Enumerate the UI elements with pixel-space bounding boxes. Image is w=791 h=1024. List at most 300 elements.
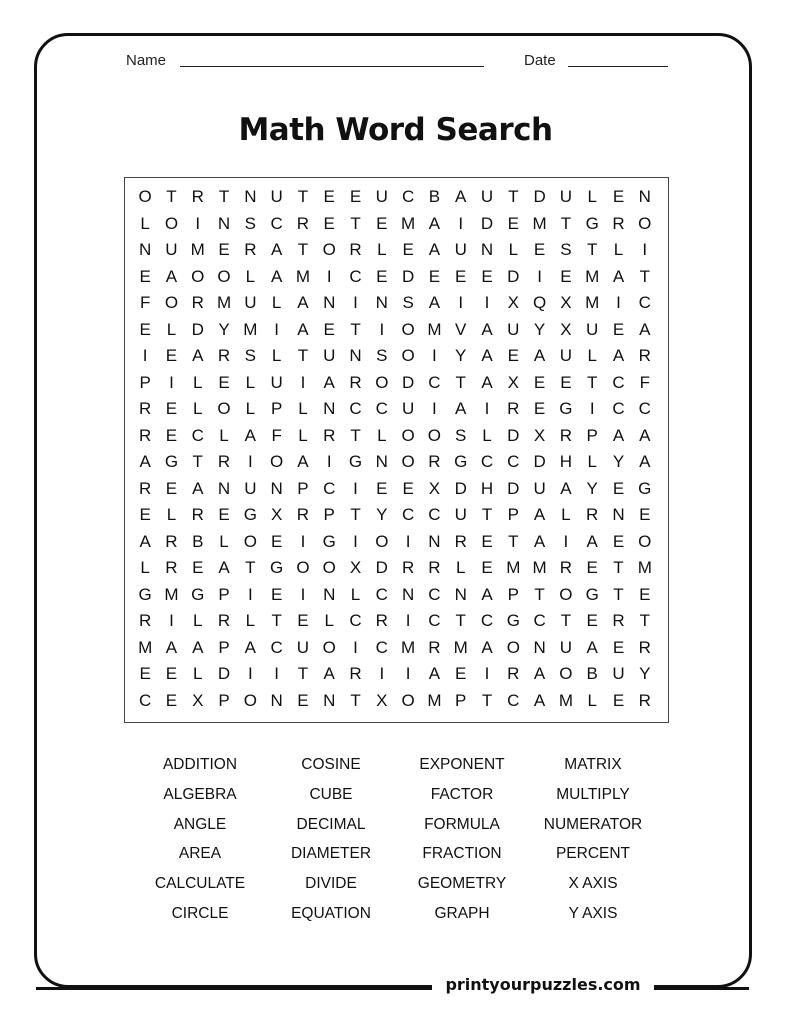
grid-letter[interactable]: U — [270, 187, 283, 206]
grid-letter[interactable]: A — [639, 319, 651, 339]
grid-letter[interactable]: S — [376, 346, 388, 365]
grid-letter[interactable]: Y — [612, 452, 625, 471]
grid-letter[interactable]: D — [533, 187, 546, 206]
grid-letter[interactable]: D — [507, 266, 520, 286]
grid-letter[interactable]: Y — [218, 319, 230, 339]
grid-letter[interactable]: N — [270, 690, 283, 710]
grid-letter[interactable]: L — [271, 293, 282, 312]
grid-letter[interactable]: C — [428, 611, 441, 630]
grid-letter[interactable]: N — [428, 531, 441, 551]
grid-letter[interactable]: T — [534, 584, 545, 604]
grid-letter[interactable]: T — [271, 611, 282, 630]
grid-letter[interactable]: R — [244, 240, 257, 259]
grid-letter[interactable]: L — [377, 240, 387, 259]
grid-letter[interactable]: L — [587, 346, 597, 365]
grid-letter[interactable]: I — [563, 531, 569, 551]
grid-letter[interactable]: T — [297, 346, 309, 365]
grid-letter[interactable]: A — [455, 187, 467, 206]
grid-letter[interactable]: I — [589, 399, 595, 418]
grid-letter[interactable]: T — [192, 452, 203, 471]
grid-letter[interactable]: E — [297, 690, 309, 710]
grid-letter[interactable]: E — [639, 584, 651, 604]
grid-letter[interactable]: R — [428, 558, 441, 577]
grid-letter[interactable]: N — [401, 584, 415, 604]
grid-letter[interactable]: L — [245, 399, 256, 418]
grid-letter[interactable]: E — [376, 478, 388, 498]
grid-letter[interactable]: R — [612, 611, 625, 630]
grid-letter[interactable]: R — [296, 505, 310, 524]
grid-letter[interactable]: U — [559, 637, 573, 657]
grid-letter[interactable]: B — [428, 187, 441, 206]
grid-letter[interactable]: E — [139, 319, 151, 339]
grid-letter[interactable]: E — [639, 505, 651, 524]
grid-letter[interactable]: V — [455, 319, 467, 339]
grid-letter[interactable]: R — [507, 399, 520, 418]
grid-letter[interactable]: E — [612, 690, 625, 710]
grid-letter[interactable]: S — [402, 293, 414, 312]
grid-letter[interactable]: G — [243, 505, 257, 524]
grid-letter[interactable]: A — [612, 425, 625, 445]
date-field[interactable] — [568, 66, 668, 67]
grid-letter[interactable]: N — [139, 240, 152, 259]
grid-letter[interactable]: E — [323, 213, 335, 233]
grid-letter[interactable]: F — [139, 293, 151, 312]
grid-letter[interactable]: R — [139, 478, 152, 498]
grid-letter[interactable]: U — [454, 505, 467, 524]
grid-letter[interactable]: C — [428, 372, 441, 392]
grid-letter[interactable]: I — [616, 293, 621, 312]
grid-letter[interactable]: P — [218, 690, 230, 710]
grid-letter[interactable]: N — [217, 478, 231, 498]
grid-letter[interactable]: L — [166, 319, 177, 339]
grid-letter[interactable]: I — [169, 372, 174, 392]
grid-letter[interactable]: L — [508, 240, 519, 259]
grid-letter[interactable]: I — [247, 584, 253, 604]
grid-letter[interactable]: A — [270, 266, 283, 286]
grid-letter[interactable]: C — [507, 452, 520, 471]
grid-letter[interactable]: U — [454, 240, 467, 259]
grid-letter[interactable]: I — [405, 531, 411, 551]
grid-letter[interactable]: M — [558, 690, 573, 710]
grid-letter[interactable]: M — [427, 690, 442, 710]
grid-letter[interactable]: R — [191, 293, 204, 312]
grid-letter[interactable]: M — [216, 293, 232, 312]
grid-letter[interactable]: U — [165, 240, 178, 259]
grid-letter[interactable]: A — [428, 240, 441, 259]
grid-letter[interactable]: L — [140, 558, 150, 577]
grid-letter[interactable]: P — [323, 505, 335, 524]
grid-letter[interactable]: L — [193, 399, 203, 418]
grid-letter[interactable]: I — [432, 399, 437, 418]
grid-letter[interactable]: O — [559, 584, 573, 604]
grid-letter[interactable]: U — [244, 293, 257, 312]
grid-letter[interactable]: M — [585, 266, 600, 286]
grid-letter[interactable]: P — [455, 690, 467, 710]
grid-letter[interactable]: R — [139, 399, 152, 418]
grid-letter[interactable]: O — [296, 558, 310, 577]
grid-letter[interactable]: E — [165, 425, 178, 445]
grid-letter[interactable]: R — [428, 452, 441, 471]
grid-letter[interactable]: U — [507, 319, 520, 339]
grid-letter[interactable]: M — [532, 213, 547, 233]
grid-letter[interactable]: L — [219, 425, 229, 445]
grid-letter[interactable]: N — [323, 584, 336, 604]
grid-letter[interactable]: A — [323, 372, 335, 392]
grid-letter[interactable]: L — [298, 399, 308, 418]
grid-letter[interactable]: N — [323, 690, 336, 710]
grid-letter[interactable]: A — [481, 372, 493, 392]
grid-letter[interactable]: E — [139, 664, 151, 683]
grid-letter[interactable]: U — [612, 664, 625, 683]
grid-letter[interactable]: L — [324, 611, 334, 630]
grid-letter[interactable]: R — [612, 213, 625, 233]
grid-letter[interactable]: R — [323, 425, 336, 445]
grid-letter[interactable]: A — [560, 478, 572, 498]
grid-letter[interactable]: N — [375, 293, 388, 312]
grid-letter[interactable]: M — [243, 319, 258, 339]
grid-letter[interactable]: I — [247, 664, 253, 683]
grid-letter[interactable]: N — [349, 346, 362, 365]
grid-letter[interactable]: T — [639, 611, 650, 630]
grid-letter[interactable]: A — [586, 531, 598, 551]
grid-letter[interactable]: A — [533, 346, 546, 365]
grid-letter[interactable]: L — [455, 558, 466, 577]
grid-letter[interactable]: A — [270, 240, 283, 259]
grid-letter[interactable]: P — [218, 637, 230, 657]
grid-letter[interactable]: I — [379, 319, 385, 339]
grid-letter[interactable]: L — [219, 531, 229, 551]
grid-letter[interactable]: M — [190, 240, 205, 259]
grid-letter[interactable]: O — [217, 399, 231, 418]
grid-letter[interactable]: R — [296, 213, 310, 233]
grid-letter[interactable]: I — [326, 452, 332, 471]
grid-letter[interactable]: L — [561, 505, 571, 524]
grid-letter[interactable]: O — [191, 266, 205, 286]
grid-letter[interactable]: Q — [532, 293, 547, 312]
grid-letter[interactable]: T — [455, 611, 466, 630]
grid-letter[interactable]: T — [587, 240, 598, 259]
grid-letter[interactable]: E — [376, 213, 388, 233]
grid-letter[interactable]: R — [349, 664, 362, 683]
grid-letter[interactable]: R — [638, 637, 651, 657]
grid-letter[interactable]: L — [587, 452, 597, 471]
grid-letter[interactable]: U — [480, 187, 494, 206]
grid-letter[interactable]: L — [613, 240, 624, 259]
grid-letter[interactable]: B — [192, 531, 204, 551]
grid-letter[interactable]: E — [560, 372, 572, 392]
grid-letter[interactable]: T — [245, 558, 256, 577]
grid-letter[interactable]: U — [270, 372, 283, 392]
grid-letter[interactable]: E — [218, 240, 230, 259]
grid-letter[interactable]: I — [300, 584, 306, 604]
grid-letter[interactable]: M — [401, 213, 416, 233]
grid-letter[interactable]: L — [193, 664, 203, 683]
grid-letter[interactable]: E — [270, 531, 283, 551]
grid-letter[interactable]: R — [454, 531, 467, 551]
grid-letter[interactable]: M — [138, 637, 153, 657]
grid-letter[interactable]: T — [350, 213, 361, 233]
grid-letter[interactable]: R — [349, 240, 362, 259]
grid-letter[interactable]: H — [480, 478, 494, 498]
grid-letter[interactable]: I — [247, 452, 253, 471]
grid-letter[interactable]: N — [533, 637, 546, 657]
grid-letter[interactable]: A — [218, 558, 230, 577]
grid-letter[interactable]: D — [507, 478, 520, 498]
grid-letter[interactable]: A — [612, 346, 625, 365]
grid-letter[interactable]: P — [270, 399, 283, 418]
grid-letter[interactable]: Y — [455, 346, 467, 365]
grid-letter[interactable]: C — [533, 611, 546, 630]
grid-letter[interactable]: L — [377, 425, 387, 445]
grid-letter[interactable]: H — [559, 452, 573, 471]
grid-letter[interactable]: E — [428, 266, 441, 286]
grid-letter[interactable]: O — [401, 346, 415, 365]
grid-letter[interactable]: D — [507, 425, 520, 445]
grid-letter[interactable]: C — [191, 425, 204, 445]
grid-letter[interactable]: E — [507, 346, 519, 365]
grid-letter[interactable]: E — [218, 505, 230, 524]
grid-letter[interactable]: S — [244, 346, 256, 365]
grid-letter[interactable]: O — [506, 637, 520, 657]
grid-letter[interactable]: X — [270, 505, 283, 524]
grid-letter[interactable]: E — [612, 319, 625, 339]
grid-letter[interactable]: C — [349, 399, 362, 418]
grid-letter[interactable]: A — [297, 293, 309, 312]
grid-letter[interactable]: T — [560, 611, 572, 630]
grid-letter[interactable]: A — [481, 584, 493, 604]
grid-letter[interactable]: U — [323, 346, 336, 365]
grid-letter[interactable]: R — [165, 531, 178, 551]
grid-letter[interactable]: G — [322, 531, 336, 551]
grid-letter[interactable]: I — [300, 531, 306, 551]
grid-letter[interactable]: O — [322, 637, 336, 657]
grid-letter[interactable]: Y — [586, 478, 598, 498]
grid-letter[interactable]: C — [323, 478, 336, 498]
grid-letter[interactable]: X — [428, 478, 441, 498]
grid-letter[interactable]: C — [375, 399, 388, 418]
grid-letter[interactable]: R — [165, 558, 178, 577]
grid-letter[interactable]: A — [139, 531, 151, 551]
grid-letter[interactable]: I — [300, 372, 306, 392]
grid-letter[interactable]: L — [271, 346, 282, 365]
grid-letter[interactable]: A — [533, 690, 546, 710]
grid-letter[interactable]: B — [586, 664, 598, 683]
grid-letter[interactable]: R — [217, 611, 231, 630]
grid-letter[interactable]: I — [169, 611, 174, 630]
grid-letter[interactable]: E — [349, 187, 362, 206]
grid-letter[interactable]: T — [166, 187, 177, 206]
grid-letter[interactable]: E — [533, 372, 546, 392]
grid-letter[interactable]: L — [298, 425, 308, 445]
grid-letter[interactable]: U — [559, 346, 573, 365]
grid-letter[interactable]: O — [401, 452, 415, 471]
grid-letter[interactable]: A — [455, 399, 467, 418]
grid-letter[interactable]: A — [428, 213, 441, 233]
grid-letter[interactable]: A — [481, 637, 493, 657]
grid-letter[interactable]: E — [165, 346, 178, 365]
grid-letter[interactable]: E — [376, 266, 388, 286]
grid-letter[interactable]: T — [560, 213, 572, 233]
grid-letter[interactable]: I — [274, 319, 279, 339]
grid-letter[interactable]: E — [586, 558, 598, 577]
grid-letter[interactable]: A — [165, 266, 178, 286]
grid-letter[interactable]: I — [405, 664, 411, 683]
grid-letter[interactable]: G — [638, 478, 652, 498]
grid-letter[interactable]: E — [612, 531, 625, 551]
grid-letter[interactable]: R — [559, 425, 573, 445]
grid-letter[interactable]: E — [533, 240, 546, 259]
grid-letter[interactable]: C — [270, 213, 283, 233]
grid-letter[interactable]: R — [401, 558, 415, 577]
grid-letter[interactable]: I — [458, 293, 464, 312]
grid-letter[interactable]: O — [164, 293, 179, 312]
grid-letter[interactable]: Y — [533, 319, 546, 339]
grid-letter[interactable]: F — [639, 372, 650, 392]
grid-letter[interactable]: U — [401, 399, 415, 418]
grid-letter[interactable]: E — [165, 478, 178, 498]
grid-letter[interactable]: O — [243, 531, 257, 551]
grid-letter[interactable]: G — [164, 452, 179, 471]
grid-letter[interactable]: I — [405, 611, 411, 630]
grid-letter[interactable]: A — [244, 637, 256, 657]
grid-letter[interactable]: I — [379, 664, 385, 683]
grid-letter[interactable]: A — [612, 266, 625, 286]
grid-letter[interactable]: A — [533, 664, 546, 683]
grid-letter[interactable]: O — [270, 452, 284, 471]
grid-letter[interactable]: R — [507, 664, 520, 683]
grid-letter[interactable]: E — [165, 399, 178, 418]
grid-letter[interactable]: D — [533, 452, 546, 471]
grid-letter[interactable]: N — [323, 293, 336, 312]
grid-letter[interactable]: G — [585, 584, 599, 604]
grid-letter[interactable]: E — [297, 611, 309, 630]
grid-letter[interactable]: E — [612, 637, 625, 657]
grid-letter[interactable]: N — [323, 399, 336, 418]
grid-letter[interactable]: T — [613, 558, 624, 577]
grid-letter[interactable]: T — [350, 505, 361, 524]
grid-letter[interactable]: I — [195, 213, 201, 233]
grid-letter[interactable]: L — [193, 372, 203, 392]
grid-letter[interactable]: G — [585, 213, 599, 233]
grid-letter[interactable]: A — [533, 505, 546, 524]
grid-letter[interactable]: P — [507, 584, 519, 604]
grid-letter[interactable]: C — [401, 505, 415, 524]
grid-letter[interactable]: A — [639, 452, 651, 471]
grid-letter[interactable]: O — [401, 425, 415, 445]
grid-letter[interactable]: X — [192, 690, 204, 710]
grid-letter[interactable]: A — [244, 425, 256, 445]
grid-letter[interactable]: T — [218, 187, 230, 206]
grid-letter[interactable]: C — [401, 187, 415, 206]
grid-letter[interactable]: U — [533, 478, 546, 498]
grid-letter[interactable]: C — [428, 505, 441, 524]
grid-letter[interactable]: T — [587, 372, 598, 392]
grid-letter[interactable]: O — [322, 240, 336, 259]
grid-letter[interactable]: G — [191, 584, 205, 604]
grid-letter[interactable]: R — [349, 372, 362, 392]
grid-letter[interactable]: I — [458, 213, 464, 233]
grid-letter[interactable]: A — [192, 637, 204, 657]
grid-letter[interactable]: L — [245, 611, 256, 630]
grid-letter[interactable]: U — [559, 187, 573, 206]
grid-letter[interactable]: R — [638, 690, 651, 710]
grid-letter[interactable]: T — [350, 425, 361, 445]
grid-letter[interactable]: N — [454, 584, 467, 604]
grid-letter[interactable]: N — [638, 187, 651, 206]
grid-letter[interactable]: C — [507, 690, 520, 710]
grid-letter[interactable]: L — [245, 266, 256, 286]
grid-letter[interactable]: I — [432, 346, 437, 365]
grid-letter[interactable]: X — [376, 690, 388, 710]
grid-letter[interactable]: Y — [639, 664, 651, 683]
grid-letter[interactable]: A — [297, 319, 309, 339]
grid-letter[interactable]: E — [139, 505, 151, 524]
grid-letter[interactable]: M — [506, 558, 521, 577]
grid-letter[interactable]: R — [217, 452, 231, 471]
grid-letter[interactable]: M — [453, 637, 468, 657]
grid-letter[interactable]: R — [586, 505, 599, 524]
grid-letter[interactable]: M — [295, 266, 311, 286]
grid-letter[interactable]: L — [245, 372, 256, 392]
grid-letter[interactable]: N — [217, 213, 231, 233]
grid-letter[interactable]: U — [244, 478, 257, 498]
grid-letter[interactable]: E — [165, 690, 178, 710]
grid-letter[interactable]: T — [508, 531, 519, 551]
grid-letter[interactable]: C — [638, 399, 651, 418]
grid-letter[interactable]: N — [375, 452, 388, 471]
grid-letter[interactable]: L — [166, 505, 177, 524]
grid-letter[interactable]: G — [454, 452, 468, 471]
grid-letter[interactable]: X — [507, 293, 519, 312]
grid-letter[interactable]: A — [192, 478, 204, 498]
grid-letter[interactable]: R — [191, 505, 204, 524]
grid-letter[interactable]: D — [480, 213, 494, 233]
grid-letter[interactable]: M — [427, 319, 442, 339]
grid-letter[interactable]: O — [401, 690, 415, 710]
grid-letter[interactable]: T — [455, 372, 466, 392]
grid-letter[interactable]: D — [401, 266, 415, 286]
grid-letter[interactable]: A — [192, 346, 204, 365]
grid-letter[interactable]: A — [481, 346, 493, 365]
grid-letter[interactable]: C — [375, 584, 388, 604]
grid-letter[interactable]: L — [587, 690, 597, 710]
grid-letter[interactable]: E — [165, 664, 178, 683]
grid-letter[interactable]: N — [270, 478, 283, 498]
grid-letter[interactable]: O — [217, 266, 231, 286]
grid-letter[interactable]: P — [586, 425, 598, 445]
grid-letter[interactable]: N — [480, 240, 494, 259]
grid-letter[interactable]: E — [402, 478, 414, 498]
grid-letter[interactable]: I — [353, 293, 358, 312]
grid-letter[interactable]: R — [139, 611, 152, 630]
grid-letter[interactable]: E — [270, 584, 283, 604]
grid-letter[interactable]: I — [353, 637, 358, 657]
grid-letter[interactable]: A — [639, 425, 651, 445]
grid-letter[interactable]: G — [270, 558, 284, 577]
grid-letter[interactable]: E — [455, 664, 467, 683]
grid-letter[interactable]: C — [349, 611, 362, 630]
grid-letter[interactable]: R — [428, 637, 441, 657]
grid-letter[interactable]: C — [139, 690, 152, 710]
grid-letter[interactable]: C — [375, 637, 388, 657]
grid-letter[interactable]: X — [533, 425, 546, 445]
grid-letter[interactable]: I — [353, 531, 358, 551]
grid-letter[interactable]: E — [192, 558, 204, 577]
grid-letter[interactable]: C — [638, 293, 651, 312]
grid-letter[interactable]: O — [638, 531, 652, 551]
grid-letter[interactable]: I — [274, 664, 279, 683]
grid-letter[interactable]: T — [350, 319, 361, 339]
